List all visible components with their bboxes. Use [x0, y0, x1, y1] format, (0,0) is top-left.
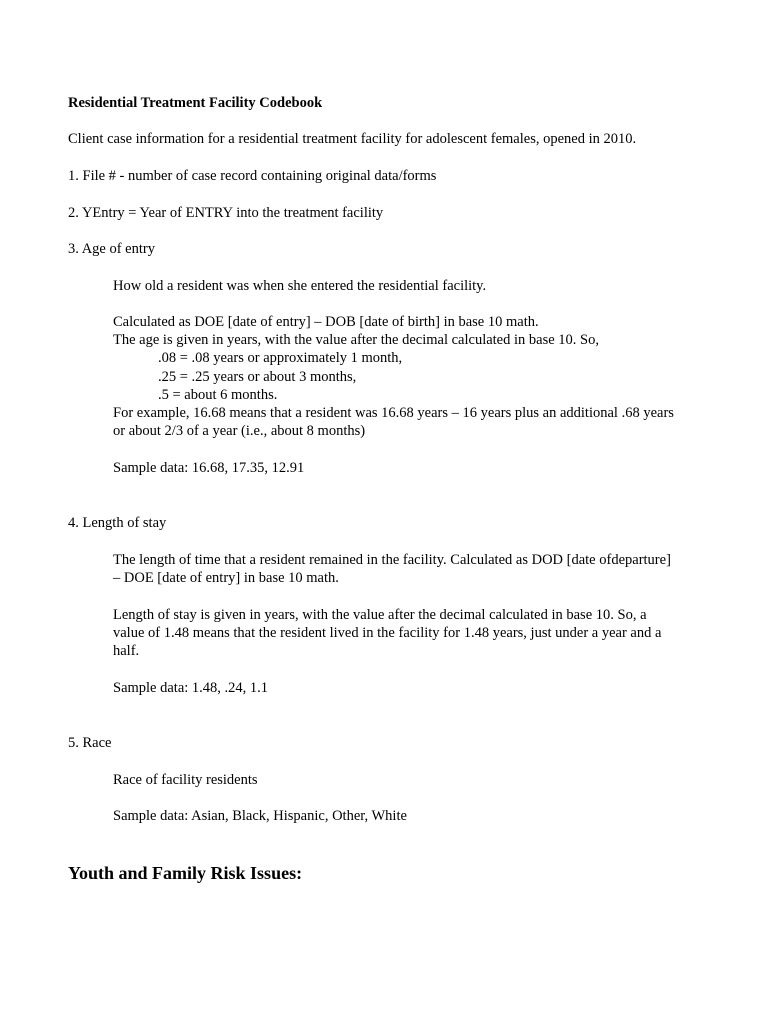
age-example-line-2: or about 2/3 of a year (i.e., about 8 months): [113, 423, 366, 439]
length-desc-line-2: – DOE [date of entry] in base 10 math.: [113, 570, 339, 586]
intro-text: Client case information for a residential treatment facility for adolescent females, opened in 2010.: [68, 131, 637, 147]
age-calc-line-1: Calculated as DOE [date of entry] – DOB [date of birth] in base 10 math.: [113, 314, 539, 330]
length-para-line-2: value of 1.48 means that the resident lived in the facility for 1.48 years, just under a year and a: [113, 625, 662, 641]
item-file-number: 1. File # - number of case record containing original data/forms: [68, 168, 437, 184]
length-desc-line-1: The length of time that a resident remained in the facility. Calculated as DOD [date ofdeparture]: [113, 552, 671, 568]
item-length-heading: 4. Length of stay: [68, 515, 167, 531]
race-description: Race of facility residents: [113, 772, 258, 788]
age-calc-line-2: The age is given in years, with the value after the decimal calculated in base 10. So,: [113, 332, 599, 348]
item-age-heading: 3. Age of entry: [68, 241, 155, 257]
age-example-25: .25 = .25 years or about 3 months,: [158, 369, 357, 385]
age-example-08: .08 = .08 years or approximately 1 month,: [158, 350, 403, 366]
age-description: How old a resident was when she entered the residential facility.: [113, 278, 487, 294]
length-para-line-1: Length of stay is given in years, with the value after the decimal calculated in base 10. So, a: [113, 607, 647, 623]
age-sample-data: Sample data: 16.68, 17.35, 12.91: [113, 460, 305, 476]
item-race-heading: 5. Race: [68, 735, 112, 751]
age-example-line-1: For example, 16.68 means that a resident was 16.68 years – 16 years plus an additional .68 years: [113, 405, 674, 421]
section-heading-risk-issues: Youth and Family Risk Issues:: [68, 863, 303, 883]
race-sample-data: Sample data: Asian, Black, Hispanic, Other, White: [113, 808, 407, 824]
item-year-entry: 2. YEntry = Year of ENTRY into the treatment facility: [68, 205, 384, 221]
document-title: Residential Treatment Facility Codebook: [68, 95, 323, 111]
length-sample-data: Sample data: 1.48, .24, 1.1: [113, 680, 269, 696]
age-example-5: .5 = about 6 months.: [158, 387, 278, 403]
length-para-line-3: half.: [113, 643, 140, 659]
